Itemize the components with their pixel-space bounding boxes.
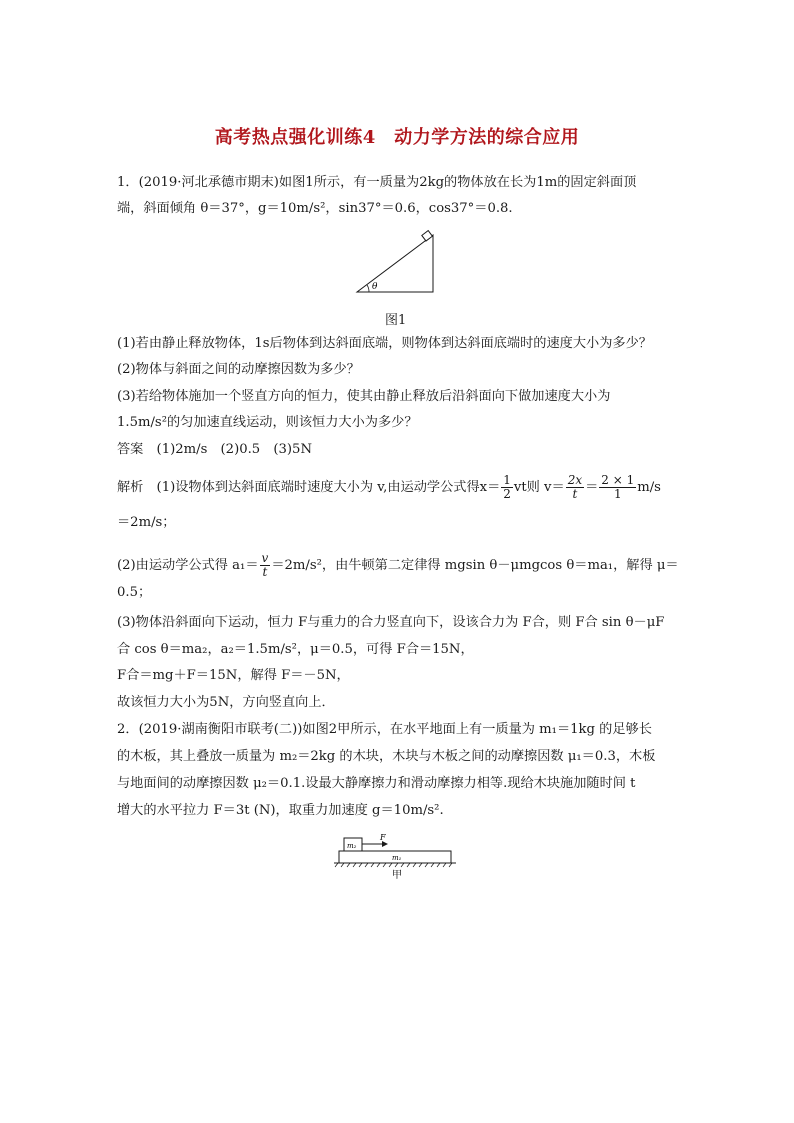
incline-triangle [357, 235, 433, 292]
q1-answer: 答案 (1)2m/s (2)0.5 (3)5N [117, 442, 312, 457]
page-title: 高考热点强化训练4 动力学方法的综合应用 [214, 127, 580, 148]
figure2-caption: 甲 [392, 870, 402, 881]
q1-stem-line1: 1．(2019·河北承德市期末)如图1所示，有一质量为2kg的物体放在长为1m的固定斜面顶 [117, 175, 637, 190]
q1-solution2-line1 [117, 552, 679, 579]
q2-stem-line3: 与地面间的动摩擦因数 μ₂＝0.1.设最大静摩擦力和滑动摩擦力相等.现给木块施加随时间 t [117, 776, 636, 791]
q1-sub3-line2: 1.5m/s²的匀加速直线运动，则该恒力大小为多少？ [117, 415, 418, 430]
label-force: F [380, 833, 386, 842]
q1-sub2: (2)物体与斜面之间的动摩擦因数为多少？ [117, 362, 360, 377]
angle-label: θ [372, 282, 378, 292]
solution1-text-a: 解析 (1)设物体到达斜面底端时速度大小为 v,由运动学公式得x＝ [117, 480, 501, 495]
solution1-text-b: vt则 v＝ [513, 480, 565, 495]
figure1-caption: 图1 [385, 313, 407, 328]
block-on-incline [422, 231, 433, 241]
q1-sub1: (1)若由静止释放物体，1s后物体到达斜面底端，则物体到达斜面底端时的速度大小为多少？ [117, 336, 652, 351]
label-m2: m₂ [347, 842, 357, 850]
q1-solution2-line2: 0.5； [117, 585, 152, 600]
solution2-text-a: (2)由运动学公式得 a₁＝ [117, 558, 259, 573]
angle-arc [367, 285, 369, 292]
ground-hatching [335, 863, 452, 867]
solution1-text-d: m/s [637, 480, 661, 495]
q1-solution3-line1: (3)物体沿斜面向下运动，恒力 F与重力的合力竖直向下，设该合力为 F合，则 F合 sin θ－μF [117, 615, 665, 630]
fraction-v-over-t: $\frac{v}{t}$ [261, 551, 269, 579]
fraction-2x-over-t: $\frac{2x}{t}$ [567, 473, 583, 501]
q1-solution3-line3: F合＝mg＋F＝15N，解得 F＝－5N， [117, 668, 350, 683]
fraction-numeric: $\frac{2 \times 1}{1}$ [601, 473, 635, 501]
q1-sub3-line1: (3)若给物体施加一个竖直方向的恒力，使其由静止释放后沿斜面向下做加速度大小为 [117, 389, 611, 404]
q2-stem-line2: 的木板，其上叠放一质量为 m₂＝2kg 的木块，木块与木板之间的动摩擦因数 μ₁＝0.3，木板 [117, 749, 656, 764]
q2-stem-line4: 增大的水平拉力 F＝3t (N)，取重力加速度 g＝10m/s². [117, 803, 444, 818]
q1-solution3-line4: 故该恒力大小为5N，方向竖直向上． [117, 695, 335, 710]
block-board-figure [334, 832, 464, 882]
fraction-one-half: $\frac{1}{2}$ [503, 473, 511, 501]
q2-stem-line1: 2．(2019·湖南衡阳市联考(二))如图2甲所示，在水平地面上有一质量为 m₁＝1kg 的足够长 [117, 722, 652, 737]
solution1-text-c: ＝ [585, 480, 599, 495]
q1-solution-line2: ＝2m/s； [117, 515, 176, 530]
solution2-text-b: ＝2m/s²，由牛顿第二定律得 mgsin θ－μmgcos θ＝ma₁，解得 μ＝ [271, 558, 679, 573]
q1-solution-line1 [117, 474, 661, 501]
q1-stem-line2: 端，斜面倾角 θ＝37°，g＝10m/s²，sin37°＝0.6，cos37°＝0.8. [117, 201, 513, 216]
q1-solution3-line2: 合 cos θ＝ma₂，a₂＝1.5m/s²，μ＝0.5，可得 F合＝15N， [117, 642, 474, 657]
label-m1: m₁ [392, 854, 402, 862]
incline-figure [352, 228, 442, 298]
